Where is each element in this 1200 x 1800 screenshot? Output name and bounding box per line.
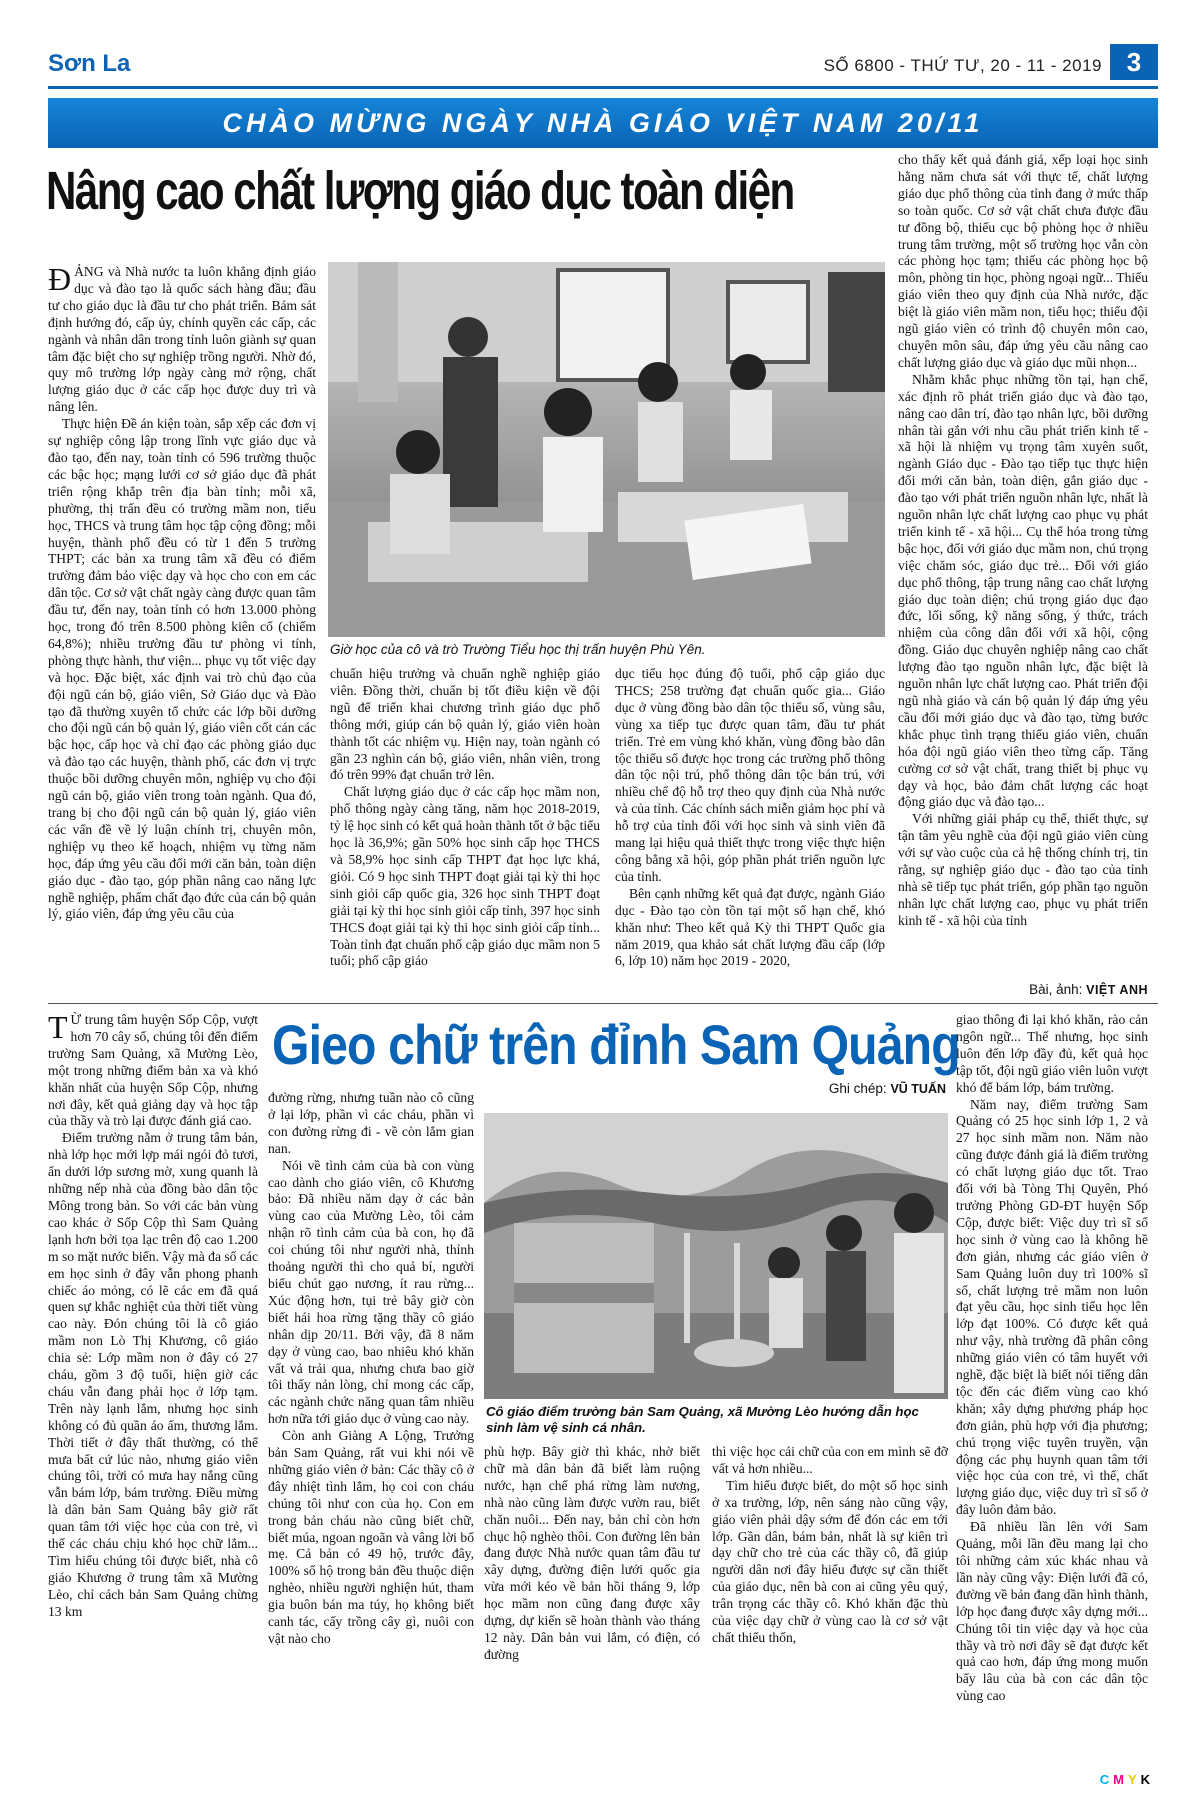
cmyk-marks [1100,1772,1154,1787]
article1-column-1 [48,264,316,1010]
paragraph: Tìm hiểu được biết, do một số học sinh ở xa trường, lớp, nên sáng nào cũng vậy, giáo viên phải dậy sớm để đón các em tới lớp. Gần dân, bám bản, nhất là sự kiên trì dạy chữ cho trẻ của các thầy cô, đã giúp người dân nơi đây hiểu được sự cần thiết của giáo dục, nên bà con ai cũng yêu quý, trân trọng các thầy cô. Khó khăn đặc thù của việc dạy chữ ở vùng cao là cơ sở vật chất thiếu thốn, [712,1477,948,1645]
page-header [48,42,1158,82]
article1-photo-caption: Giờ học của cô và trò Trường Tiểu học thị trấn huyện Phù Yên. [330,642,706,657]
paragraph: Với những giải pháp cụ thể, thiết thực, sự tận tâm yêu nghề của đội ngũ giáo viên cùng với sự vào cuộc của cả hệ thống chính trị, tin rằng, sự nghiệp giáo dục - đào tạo của tỉnh nhà sẽ tiếp tục phát triển, góp phần tạo nguồn nhân lực chất lượng cao, phục vụ phát triển kinh tế - xã hội của tỉnh [898,811,1148,928]
article1-title: Nâng cao chất lượng giáo dục toàn diện [46,161,794,221]
article2-title: Gieo chữ trên đỉnh Sam Quảng [272,1013,960,1076]
paragraph: Thực hiện Đề án kiện toàn, sắp xếp các đơn vị sự nghiệp công lập trong lĩnh vực giáo dục và đào tạo, đến nay, toàn tỉnh có 596 trường thuộc các bậc học; mạng lưới cơ sở giáo dục đã phát triển rộng khắp trên địa bàn tỉnh; mỗi xã, phường, thị trấn đều có trường mầm non, tiểu học, THCS và trung tâm học tập cộng đồng; mỗi huyện, thành phố đều có từ 1 đến 5 trường THPT; các bản xa trung tâm xã đều có điểm trường đảm bảo việc dạy và học cho con em các dân tộc. Cơ sở vật chất ngày càng được quan tâm đầu tư, đến nay, toàn tỉnh có hơn 13.000 phòng học, trong đó trên 8.500 phòng kiên cố (chiếm 64,8%); nhiều trường đầu tư phòng vi tính, phòng thực hành, thư viện... phục vụ tốt việc dạy và học. Đặc biệt, xác định vai trò chủ đạo của đội ngũ cán bộ, giáo viên, Sở Giáo dục và Đào tạo đã thường xuyên tổ chức các lớp bồi dưỡng cho đội ngũ cán bộ quản lý, giáo viên cốt cán các bậc học, cấp học và chỉ đạo các phòng giáo dục và đào tạo các huyện, thành phố, các đơn vị trực thuộc bồi dưỡng chuyên môn, nghiệp vụ cho đội ngũ cán bộ, giáo viên trong toàn ngành. Qua đó, trang bị cho đội ngũ cán bộ quản lý, giáo viên các vấn đề về lý luận chính trị, chuyên môn, nghiệp vụ theo kế hoạch, nhiệm vụ từng năm học, đáp ứng yêu cầu đổi mới căn bản, toàn diện giáo dục - đào tạo, góp phần nâng cao năng lực nghề nghiệp, phẩm chất đạo đức của cán bộ quản lý, giáo viên, đáp ứng yêu cầu của [48,416,316,922]
paragraph: đường rừng, nhưng tuần nào cô cũng ở lại lớp, phần vì các cháu, phần vì con đường rừng đi - về còn lắm gian nan. [268,1090,474,1156]
paragraph: Nói về tình cảm của bà con vùng cao dành cho giáo viên, cô Khương bảo: Đã nhiều năm dạy ở các bản vùng cao của Mường Lèo, tôi cảm nhận rõ tình cảm của bà con, họ đã coi chúng tôi như người nhà, thỉnh thoảng người thì cho quả bí, người biếu chút gạo nương, ít rau rừng... Xúc động hơn, tụi trẻ bây giờ còn biết hái hoa rừng tặng thầy cô giáo nhân dịp 20/11. Bởi vậy, đã 8 năm dạy ở vùng cao, bao nhiêu khó khăn vất vả trải qua, nhưng chưa bao giờ tôi thấy nản lòng, chỉ mong các cấp, các ngành chức năng quan tâm nhiều hơn nữa tới giáo dục ở vùng cao này. [268,1157,474,1427]
cmyk-k: K [1140,1772,1154,1787]
article-divider [48,1003,1158,1004]
article1-column-2 [330,666,600,1000]
paragraph: dục tiểu học đúng độ tuổi, phổ cập giáo dục THCS; 258 trường đạt chuẩn quốc gia... Giáo dục ở vùng đồng bào dân tộc thiểu số, vùng sâu, vùng xa tiếp tục được quan tâm, đầu tư phát triển. Trẻ em vùng khó khăn, vùng đồng bào dân tộc thiểu số được học trong các trường phổ thông dân tộc nội trú, phổ thông dân tộc bán trú, với nhiều chế độ hỗ trợ theo quy định của Nhà nước và của tỉnh. Các chính sách miễn giảm học phí và hỗ trợ của tỉnh đối với học sinh và sinh viên đã mang lại hiệu quả thiết thực trong việc thực hiện công bằng xã hội, góp phần phát triển nguồn lực của tỉnh. [615,666,885,884]
header-rule [48,86,1158,89]
classroom-photo [328,262,885,637]
cmyk-m: M [1113,1772,1128,1787]
paragraph: giao thông đi lại khó khăn, rào cản ngôn ngữ... Thế nhưng, học sinh luôn đến lớp đầy đủ, kết quả học tập tốt, đội ngũ giáo viên luôn vượt khó để bám lớp, bám trường. [956,1012,1148,1095]
article2-column-3 [484,1444,700,1766]
paragraph: thì việc học cái chữ của con em mình sẽ đỡ vất vả hơn nhiều... [712,1444,948,1476]
article2-column-2 [268,1090,474,1766]
paragraph: Ừ trung tâm huyện Sốp Cộp, vượt hơn 70 cây số, chúng tôi đến điểm trường Sam Quảng, xã Mường Lèo, một trong những điểm bản xa và khó khăn nhất của huyện Sốp Cộp, nhưng nơi đây, kết quả giảng dạy và học tập của thầy và trò lại được đánh giá cao. [48,1012,258,1129]
page-number: 3 [1110,44,1158,80]
paragraph: Chất lượng giáo dục ở các cấp học mầm non, phổ thông ngày càng tăng, năm học 2018-2019, tỷ lệ học sinh có kết quả hoàn thành tốt ở bậc tiểu học là 36,9%; gần 50% học sinh cấp học THCS và 58,9% học sinh cấp THPT đạt học lực khá, giỏi. Có 9 học sinh THPT đoạt giải tại kỳ thi học sinh giỏi cấp quốc gia, 326 học sinh THPT đoạt giải tại kỳ thi học sinh giỏi cấp tỉnh, 397 học sinh THCS đoạt giải tại kỳ thi học sinh giỏi cấp tỉnh... Toàn tỉnh đạt chuẩn phổ cập giáo dục mầm non 5 tuổi; phổ cập giáo [330,784,600,969]
banner: CHÀO MỪNG NGÀY NHÀ GIÁO VIỆT NAM 20/11 [48,98,1158,148]
article2-photo-caption: Cô giáo điểm trường bản Sam Quảng, xã Mường Lèo hướng dẫn học sinh làm vệ sinh cá nhân. [486,1404,919,1435]
byline-author: VŨ TUẤN [890,1082,946,1096]
issue-info: SỐ 6800 - THỨ TƯ, 20 - 11 - 2019 [823,56,1102,75]
article2-column-1 [48,1012,258,1764]
article2-byline [770,1081,946,1096]
paragraph: chuẩn hiệu trưởng và chuẩn nghề nghiệp giáo viên. Đồng thời, chuẩn bị tốt điều kiện về đội ngũ để triển khai chương trình giáo dục phổ thông mới, giúp cán bộ quản lý, giáo viên hoàn thành tốt các nhiệm vụ. Hiện nay, toàn ngành có gần 23 nghìn cán bộ, giáo viên, nhân viên, trong đó trên 99% đạt chuẩn trở lên. [330,666,600,783]
paragraph: Điểm trường nằm ở trung tâm bản, nhà lớp học mới lợp mái ngói đỏ tươi, ẩn dưới lớp sương mờ, xung quanh là những nếp nhà của đồng bào dân tộc Mông trong bản. So với các bản vùng cao khác ở Sốp Cộp thì Sam Quảng lạnh hơn bởi tọa lạc trên độ cao 1.200 m so mặt nước biển. Vậy mà đa số các em học sinh ở đây vẫn phong phanh chiếc áo mỏng, có lẽ các em đã quá quen sự khắc nghiệt của thời tiết vùng cao này. Đón chúng tôi là cô giáo mầm non Lò Thị Khương, cô giáo chia sẻ: Lớp mầm non ở đây có 27 cháu, gồm 3 độ tuổi, hiện giờ các cháu vẫn đang phải học ở lớp tạm. Trên này lạnh lắm, nhưng học sinh không có đủ quần áo ấm, thương lắm. Thời tiết ở đây thất thường, có thể mưa bất cứ lúc nào, nhưng giáo viên chúng tôi, trời có mưa hay nắng cũng vẫn bám lớp, bám trường. Điều mừng là dân bản Sam Quảng bây giờ rất quan tâm tới việc học của con trẻ, vì thế các cháu chịu khó học chữ lắm... Tìm hiểu chúng tôi được biết, nhà cô giáo Khương ở trung tâm xã Mường Lèo, chỉ cách bản Sam Quảng chừng 13 km [48,1130,258,1619]
article1-dropcap: Đ [48,264,72,297]
article2-photo [484,1113,948,1399]
article2-column-4 [712,1444,948,1766]
paragraph: Nhằm khắc phục những tồn tại, hạn chế, xác định rõ phát triển giáo dục và đào tạo, nâng cao dân trí, đào tạo nhân lực, bồi dưỡng nhân tài gắn với nhu cầu phát triển kinh tế - xã hội là nhiệm vụ trọng tâm xuyên suốt, ngành Giáo dục - Đào tạo tiếp tục thực hiện đổi mới căn bản, toàn diện, gắn giáo dục - đào tạo với phát triển nguồn nhân lực, nhất là nguồn nhân lực chất lượng cao phục vụ phát triển kinh tế - xã hội... Cụ thể hóa trong từng bậc học, đối với giáo dục mầm non, chú trọng việc chăm sóc, giáo dục trẻ... Đối với giáo dục phổ thông, tập trung nâng cao chất lượng giáo dục toàn diện; chú trọng giáo dục đạo đức, lối sống, kỹ năng sống, ý thức, trách nhiệm của công dân đối với xã hội, cộng đồng. Giáo dục chuyên nghiệp nâng cao chất lượng đào tạo nguồn nhân lực, đặc biệt là nguồn nhân lực chất lượng cao. Phát triển đội ngũ nhà giáo và cán bộ quản lý đáp ứng yêu cầu đổi mới giáo dục và đào tạo, từng bước khắc phục tình trạng thiếu giáo viên, chuẩn hóa đội ngũ giáo viên theo từng cấp. Tăng cường cơ sở vật chất, trang thiết bị phục vụ dạy và học, bảo đảm chất lượng các hoạt động giáo dục và đào tạo... [898,371,1148,810]
article1-column-3 [615,666,885,1000]
paragraph: Năm nay, điểm trường Sam Quảng có 25 học sinh lớp 1, 2 và 27 học sinh mầm non. Năm nào cũng được đánh giá là điểm trường có chất lượng giáo dục tốt. Trao đổi với bà Tòng Thị Quyên, Phó trưởng Phòng GD-ĐT huyện Sốp Cộp, được biết: Việc duy trì sĩ số học sinh ở vùng cao là không hề đơn giản, nhưng các giáo viên ở Sam Quảng luôn duy trì 100% sĩ số, chất lượng trẻ mầm non luôn đạt yêu cầu, học sinh tiểu học lên lớp đạt 100%. Có được kết quả như vậy, nhà trường đã phân công những giáo viên có tâm huyết với nghề, đặc biệt là biết nói tiếng dân tộc đến các điểm vùng cao khó khăn; xây dựng phương pháp học đơn giản, phù hợp với địa phương; chú trọng việc tuyên truyền, vận động các phụ huynh quan tâm tới việc học của con trẻ, vì thế, chất lượng giáo dục, việc duy trì sĩ số ở đây luôn đảm bảo. [956,1096,1148,1518]
hygiene-lesson-photo [484,1113,948,1399]
section-name: Sơn La [48,50,131,77]
article1-byline [898,982,1148,997]
paragraph: Bên cạnh những kết quả đạt được, ngành Giáo dục - Đào tạo còn tồn tại một số hạn chế, khó khăn như: Theo kết quả Kỳ thi THPT Quốc gia năm 2019, qua khảo sát chất lượng đầu cấp (lớp 6, lớp 10) năm học 2019 - 2020, [615,885,885,969]
cmyk-c: C [1099,1772,1114,1787]
paragraph: Đã nhiều lần lên với Sam Quảng, mỗi lần đều mang lại cho tôi những cảm xúc khác nhau và lần này cũng vậy: Điện lưới đã có, đường về bản đang dần hình thành, lớp học đang được xây dựng mới... Chúng tôi tin việc dạy và học của thầy và trò nơi đây sẽ đạt được kết quả cao hơn, đáp ứng mong muốn bấy lâu của bà con các dân tộc vùng cao [956,1519,1148,1704]
byline-prefix: Ghi chép: [828,1081,887,1096]
paragraph: ẢNG và Nhà nước ta luôn khẳng định giáo dục và đào tạo là quốc sách hàng đầu; đầu tư cho giáo dục là đầu tư cho phát triển. Bám sát định hướng đó, cấp ủy, chính quyền các cấp, các ngành và nhân dân trong tỉnh luôn giành sự quan tâm đặc biệt cho sự nghiệp trồng người. Nhờ đó, quy mô trường lớp ngày càng mở rộng, chất lượng giáo dục ở các cấp học được duy trì và nâng lên. [48,264,316,415]
paragraph: Còn anh Giàng A Lộng, Trưởng bản Sam Quảng, rất vui khi nói về những giáo viên ở bản: Các thầy cô ở đây nhiệt tình lắm, họ coi con cháu chúng tôi như con của họ. Con em trong bản cháu nào cũng biết chữ, biết múa, ngoan ngoãn và vâng lời bố mẹ. Cả bản có 49 hộ, trước đây, 100% số hộ trong bản đều thuộc diện nghèo, nhiều người nghiện hút, tham gia buôn bán ma túy, họ không biết canh tác, cấy trồng cây gì, nuôi con vật nào cho [268,1428,474,1646]
article1-column-4 [898,152,1148,980]
paragraph: phù hợp. Bây giờ thì khác, nhờ biết chữ mà dân bản đã biết làm ruộng nước, hạn chế phá rừng làm nương, nhà nào cũng làm được vườn rau, biết chăn nuôi... Đến nay, bản chỉ còn hơn chục hộ nghèo thôi. Con đường lên bản đang được Nhà nước quan tâm đầu tư xây dựng, đường điện lưới quốc gia vừa mới kéo về bản hồi tháng 9, lớp học mầm non cũng đang được xây dựng, dự kiến sẽ hoàn thành vào tháng 12 này. Dân bản vui lắm, có điện, có đường [484,1444,700,1662]
article2-column-5 [956,1012,1148,1764]
byline-prefix: Bài, ảnh: [1029,982,1083,997]
byline-author: VIỆT ANH [1086,983,1148,997]
paragraph: cho thấy kết quả đánh giá, xếp loại học sinh hằng năm chưa sát với thực tế, chất lượng giáo dục phổ thông của tỉnh đang ở mức thấp so toàn quốc. Cơ sở vật chất chưa được đầu tư đồng bộ, thiếu cục bộ phòng học ở nhiều trung tâm trường, một số trường học vẫn còn các phòng học tạm; thiếu các phòng học bộ môn, phòng tin học, phòng ngoại ngữ... Thiếu giáo viên theo quy định của Nhà nước, đặc biệt là giáo viên mầm non, tiểu học; thiếu đội ngũ giáo viên có trình độ chuyên môn cao, chuyên môn sâu, đáp ứng yêu cầu nâng cao chất lượng giáo dục và giáo dục mũi nhọn... [898,152,1148,370]
article1-photo [328,262,885,637]
article2-dropcap: T [48,1012,68,1045]
cmyk-y: Y [1127,1772,1141,1787]
